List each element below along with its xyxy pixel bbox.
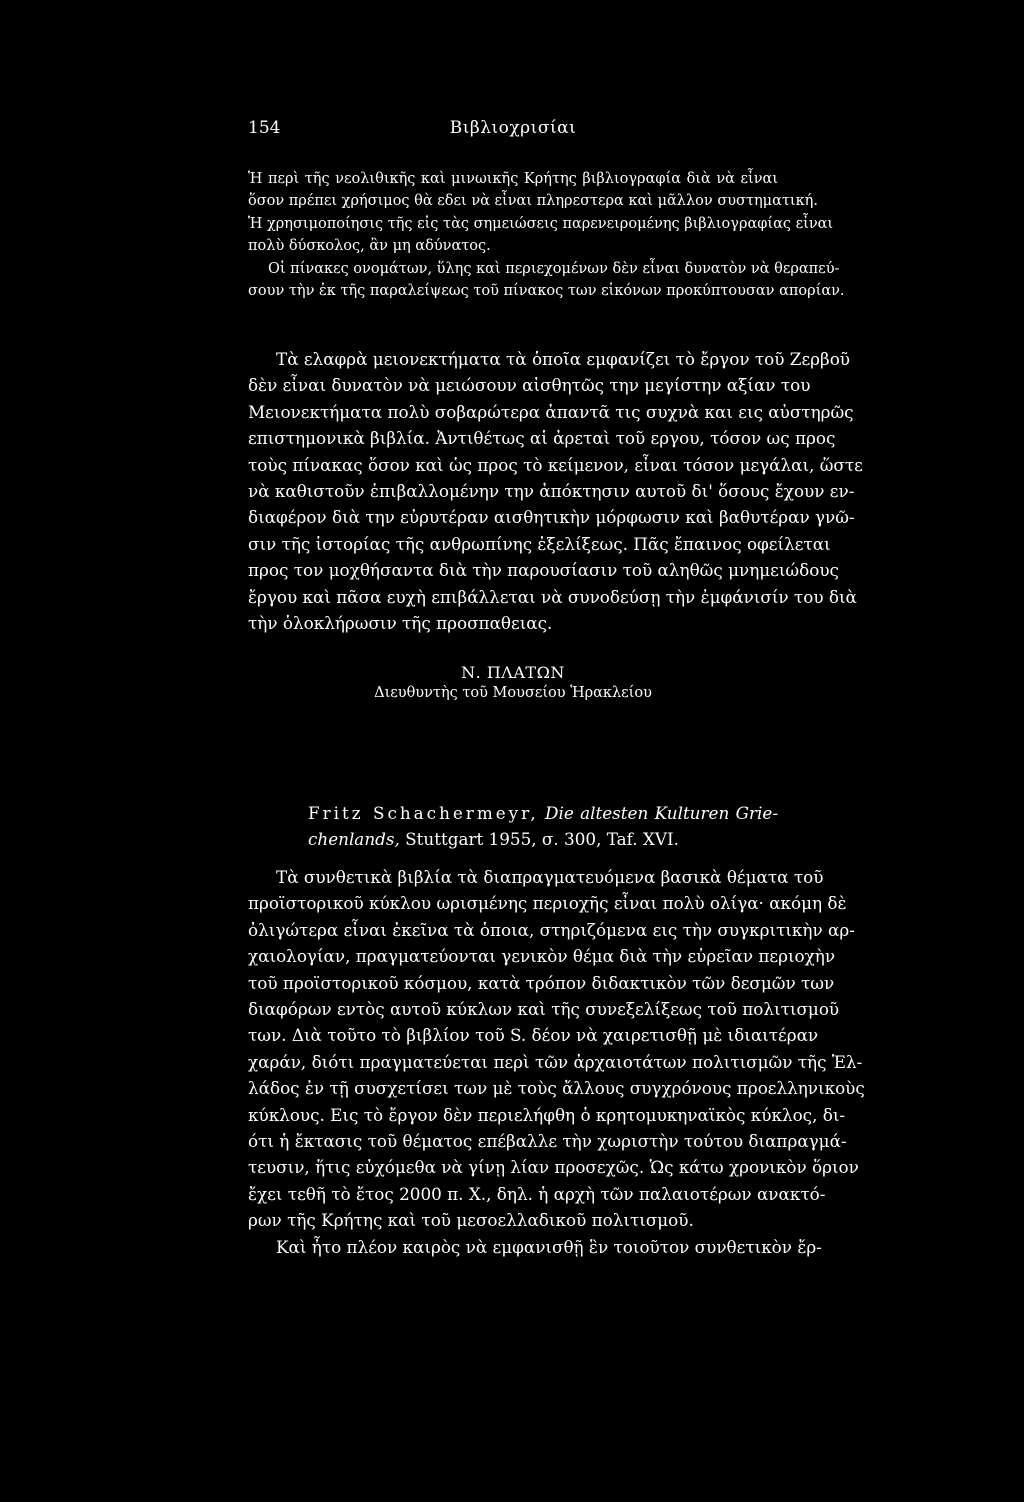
reference-line xyxy=(308,800,778,826)
reference-title: Die altesten Kulturen Grie- xyxy=(545,803,778,823)
text-line: προς τον μοχθήσαντα διὰ τὴν παρουσίασιν τοῦ αληθῶς μνημειώδους xyxy=(248,560,839,581)
text-line: νὰ καθιστοῦν ἐπιβαλλομένην την ἀπόκτησιν αυτοῦ δι' ὅσους ἔχουν εν- xyxy=(248,481,855,502)
text-line: ὅσον πρέπει χρήσιμος θὰ εδει νὰ εἶναι πληρεστερα καὶ μᾶλλον συστηματική. xyxy=(248,193,818,210)
text-line: επιστημονικὰ βιβλία. Ἀντιθέτως αἱ ἀρεταὶ τοῦ εργου, τόσον ως προς xyxy=(248,428,836,449)
intro-paragraph xyxy=(248,168,845,302)
reference-title-cont: chenlands, xyxy=(308,829,400,850)
text-line: Τὰ συνθετικὰ βιβλία τὰ διαπραγματευόμενα βασικὰ θέματα τοῦ xyxy=(276,867,824,887)
text-line: Καὶ ἦτο πλέον καιρὸς νὰ εμφανισθῇ ἓν τοιοῦτον συνθετικὸν ἔρ- xyxy=(276,1236,822,1257)
text-line: πολὺ δύσκολος, ἂν μη αδύνατος. xyxy=(248,238,491,255)
text-line: Μειονεκτήματα πολὺ σοβαρώτερα ἀπαντᾶ τις συχνὰ και εις αὐστηρῶς xyxy=(248,401,854,422)
text-line: σιν τῆς ἱστορίας τῆς ανθρωπίνης ἐξελίξεως. Πᾶς ἔπαινος οφείλεται xyxy=(248,533,831,554)
running-title: Βιβλιοχρισίαι xyxy=(449,118,577,138)
signature-title: Διευθυντὴς τοῦ Μουσείου Ἡρακλείου xyxy=(374,685,652,701)
text-line: σουν τὴν ἐκ τῆς παραλείψεως τοῦ πίνακος των εἰκόνων προκύπτουσαν απορίαν. xyxy=(248,283,845,300)
text-line: κύκλους. Εις τὸ ἔργον δὲν περιελήφθη ὁ κρητομυκηναϊκὸς κύκλος, δι- xyxy=(248,1104,846,1125)
text-line: διαφέρον διὰ την εὐρυτέραν αισθητικὴν μόρφωσιν καὶ βαθυτέραν γνῶ- xyxy=(248,507,855,528)
text-line: Τὰ ελαφρὰ μειονεκτήματα τὰ ὁποῖα εμφανίζει τὸ ἔργον τοῦ Ζερβοῦ xyxy=(276,349,851,369)
text-line: Οἱ πίνακες ονομάτων, ὕλης καὶ περιεχομένων δὲν εἶναι δυνατὸν νὰ θεραπεύ- xyxy=(268,260,840,277)
reference-line xyxy=(308,826,778,852)
text-line: Ἡ χρησιμοποίησις τῆς εἰς τὰς σημειώσεις παρενειρομένης βιβλιογραφίας εἶναι xyxy=(248,215,834,232)
text-line: ἔχει τεθῆ τὸ ἔτος 2000 π. Χ., δηλ. ἡ αρχὴ τῶν παλαιοτέρων ανακτό- xyxy=(248,1183,826,1204)
reference-details: Stuttgart 1955, σ. 300, Taf. XVI. xyxy=(405,829,679,850)
reference-author: Fritz Schachermeyr, xyxy=(308,803,539,823)
text-line: ὀλιγώτερα εἶναι ἐκεῖνα τὰ ὁποια, στηριζόμενα εις τὴν συγκριτικὴν αρ- xyxy=(248,919,855,940)
review-2-paragraph xyxy=(248,864,865,1260)
text-line: χαιολογίαν, πραγματεύονται γενικὸν θέμα διὰ τὴν εὐρεῖαν περιοχὴν xyxy=(248,946,836,967)
signature-name: Ν. ΠΛΑΤΩΝ xyxy=(461,663,565,682)
text-line: χαράν, διότι πραγματεύεται περὶ τῶν ἀρχαιοτάτων πολιτισμῶν τῆς Ἑλ- xyxy=(248,1051,863,1072)
text-line: τοὺς πίνακας ὅσον καὶ ὡς προς τὸ κείμενον, εἶναι τόσον μεγάλαι, ὥστε xyxy=(248,454,863,475)
text-line: λάδος ἐν τῇ συσχετίσει των μὲ τοὺς ἄλλους συγχρόνους προελληνικοὺς xyxy=(248,1078,865,1099)
text-line: δὲν εἶναι δυνατὸν νὰ μειώσουν αἰσθητῶς την μεγίστην αξίαν του xyxy=(248,375,811,396)
text-line: Ἡ περὶ τῆς νεολιθικῆς καὶ μινωικῆς Κρήτης βιβλιογραφία διὰ νὰ εἶναι xyxy=(248,171,778,187)
page-header xyxy=(248,118,778,142)
text-line: τοῦ προϊστορικοῦ κόσμου, κατὰ τρόπον διδακτικὸν τῶν δεσμῶν των xyxy=(248,972,835,993)
text-line: των. Διὰ τοῦτο τὸ βιβλίον τοῦ S. δέον νὰ χαιρετισθῇ μὲ ιδιαιτέραν xyxy=(248,1025,819,1046)
book-reference xyxy=(308,800,778,853)
text-line: ἔργου καὶ πᾶσα ευχὴ επιβάλλεται νὰ συνοδεύσῃ τὴν ἐμφάνισίν του διὰ xyxy=(248,586,857,607)
text-line: τὴν ὁλοκλήρωσιν τῆς προσπαθειας. xyxy=(248,613,553,634)
text-line: ρων τῆς Κρήτης καὶ τοῦ μεσοελλαδικοῦ πολιτισμοῦ. xyxy=(248,1210,694,1231)
text-line: ότι ἡ ἔκτασις τοῦ θέματος επέβαλλε τὴν χωριστὴν τούτου διαπραγμά- xyxy=(248,1131,847,1152)
page-number: 154 xyxy=(248,118,281,138)
text-line: προϊστορικοῦ κύκλου ωρισμένης περιοχῆς εἶναι πολὺ ολίγα· ακόμη δὲ xyxy=(248,893,847,914)
review-1-paragraph xyxy=(248,346,863,636)
text-line: διαφόρων εντὸς αυτοῦ κύκλων καὶ τῆς συνεξελίξεως τοῦ πολιτισμοῦ xyxy=(248,999,840,1020)
text-line: τευσιν, ἥτις εὐχόμεθα νὰ γίνῃ λίαν προσεχῶς. Ὡς κάτω χρονικὸν ὅριον xyxy=(248,1157,859,1178)
